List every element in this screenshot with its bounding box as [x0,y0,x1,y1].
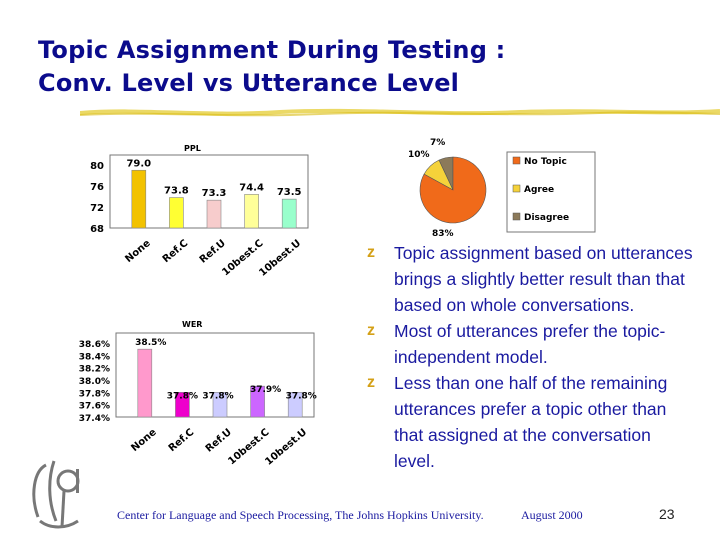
title-underline [80,106,720,120]
bar [138,349,152,417]
category-label: 10best.C [226,426,272,468]
data-label: 73.3 [201,188,227,200]
pie-data-label: 10% [408,150,430,160]
bullet-text: Most of utterances prefer the topic-independent model. [394,321,666,367]
bullet-text: Less than one half of the remaining utterances prefer a topic other than that assigned at the conversation level. [394,373,668,471]
bullet-marker-icon: z [367,244,375,261]
category-label: None [123,237,153,266]
category-label: Ref.U [203,426,234,455]
category-label: 10best.C [220,237,266,279]
bullet-item [366,318,696,370]
bullet-marker-icon: z [367,322,375,339]
category-label: Ref.C [166,426,197,455]
y-tick-label: 38.4% [78,352,110,363]
y-tick-label: 37.6% [78,401,110,412]
page-number: 23 [659,506,675,522]
data-label: 37.8% [285,391,317,402]
title-line-1: Topic Assignment During Testing : [38,36,506,64]
y-tick-label: 72 [90,203,104,214]
data-label: 37.9% [249,385,282,396]
bar [282,199,296,228]
bullet-marker-icon: z [367,374,375,391]
legend-label: Agree [524,185,555,195]
legend-label: Disagree [524,213,570,223]
data-label: 37.8% [202,391,234,402]
bullet-item [366,370,696,474]
y-tick-label: 68 [90,224,104,235]
bullet-item [366,240,696,318]
bar [245,194,259,228]
legend-label: No Topic [524,157,567,167]
category-label: 10best.U [263,426,310,468]
y-tick-label: 38.6% [78,340,110,350]
data-label: 38.5% [135,338,167,349]
wer-bar-chart [62,313,332,473]
footer-organization: Center for Language and Speech Processing, The Johns Hopkins University. [117,508,484,522]
bar [207,200,221,228]
bullet-list [366,240,696,474]
chart-title: WER [182,320,203,329]
category-label: 10best.U [257,237,304,279]
bar [169,198,183,228]
topic-pie-chart [390,135,600,240]
y-tick-label: 80 [90,161,104,172]
category-label: None [129,426,159,455]
footer-date: August 2000 [521,508,583,522]
category-label: Ref.U [197,237,228,266]
data-label: 73.8 [164,185,189,197]
y-tick-label: 76 [90,182,104,193]
y-tick-label: 38.2% [78,364,110,375]
legend-swatch [513,185,520,192]
chart-title: PPL [184,144,201,153]
clsp-logo [20,455,100,535]
data-label: 37.8% [166,391,199,402]
bar [132,170,146,228]
pie-data-label: 83% [432,229,454,239]
title-line-2: Conv. Level vs Utterance Level [38,69,460,97]
pie-data-label: 7% [430,138,446,148]
legend-swatch [513,213,520,220]
category-label: Ref.C [160,237,191,266]
legend-swatch [513,157,520,164]
data-label: 79.0 [126,158,152,170]
slide-title [38,34,505,100]
y-tick-label: 37.4% [78,414,110,424]
y-tick-label: 37.8% [78,389,110,400]
data-label: 73.5 [276,187,302,199]
data-label: 74.4 [239,182,264,194]
ppl-bar-chart [70,135,330,285]
y-tick-label: 38.0% [78,377,110,387]
bullet-text: Topic assignment based on utterances brings a slightly better result than that based on whole conversations. [394,243,693,315]
